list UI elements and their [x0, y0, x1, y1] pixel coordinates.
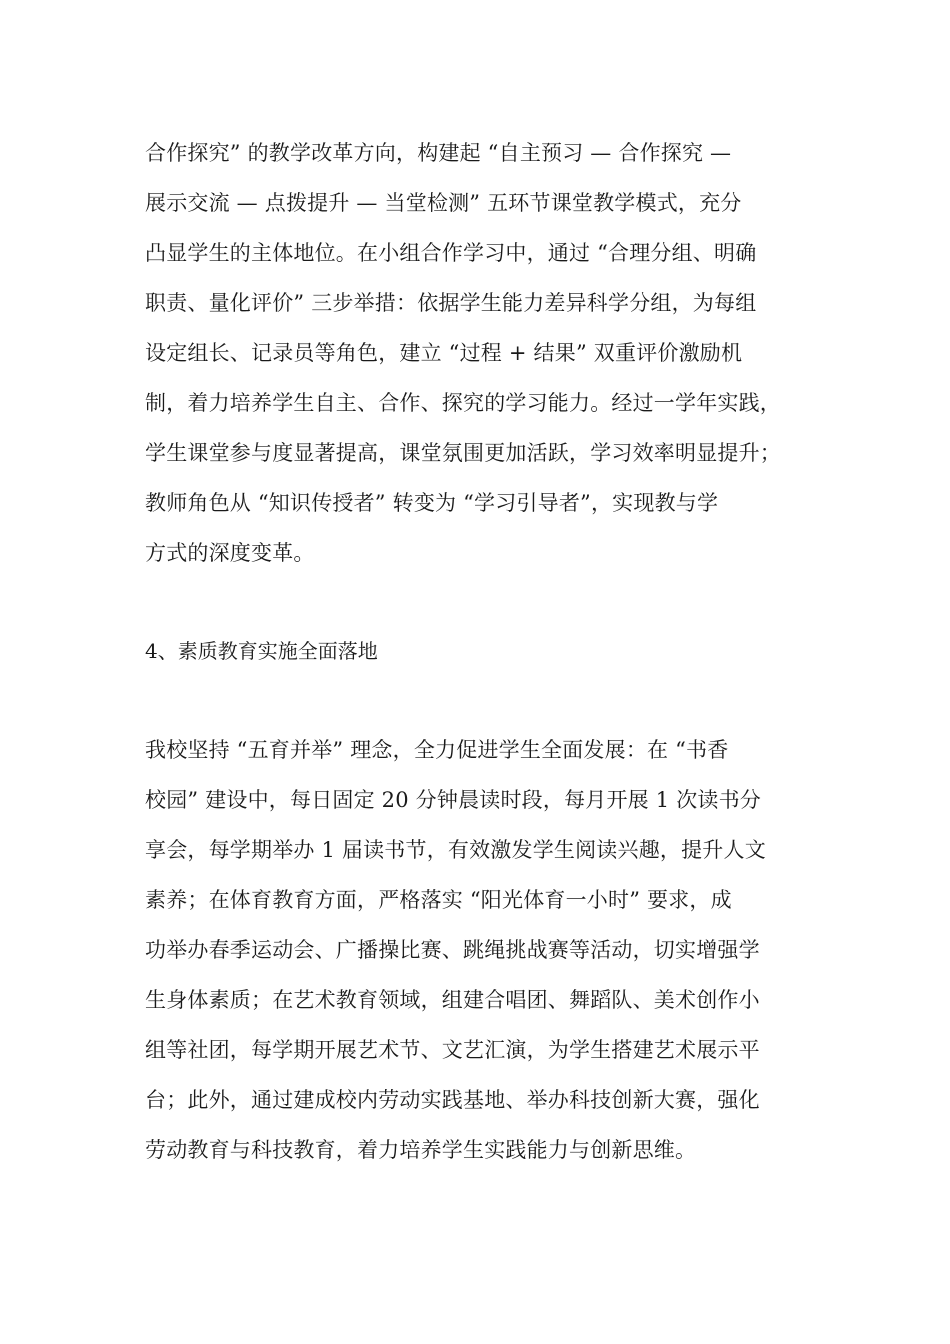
text-line: 校园” 建设中，每日固定 20 分钟晨读时段，每月开展 1 次读书分 [145, 788, 761, 812]
section-heading: 4、素质教育实施全面落地 [145, 639, 378, 663]
text-line: 功举办春季运动会、广播操比赛、跳绳挑战赛等活动，切实增强学 [145, 938, 760, 962]
text-line: 教师角色从 “知识传授者” 转变为 “学习引导者”，实现教与学 [145, 491, 719, 515]
text-line: 我校坚持 “五育并举” 理念，全力促进学生全面发展：在 “书香 [145, 738, 729, 762]
text-line: 素养；在体育教育方面，严格落实 “阳光体育一小时” 要求，成 [145, 888, 732, 912]
text-line: 台；此外，通过建成校内劳动实践基地、举办科技创新大赛，强化 [145, 1088, 760, 1112]
text-line: 组等社团，每学期开展艺术节、文艺汇演，为学生搭建艺术展示平 [145, 1038, 760, 1062]
text-line: 享会，每学期举办 1 届读书节，有效激发学生阅读兴趣，提升人文 [145, 838, 766, 862]
text-line: 合作探究” 的教学改革方向，构建起 “自主预习 — 合作探究 — [145, 141, 732, 165]
text-line: 方式的深度变革。 [145, 541, 315, 565]
text-line: 凸显学生的主体地位。在小组合作学习中，通过 “合理分组、明确 [145, 241, 757, 265]
text-line: 展示交流 — 点拨提升 — 当堂检测” 五环节课堂教学模式，充分 [145, 191, 742, 215]
text-line: 生身体素质；在艺术教育领域，组建合唱团、舞蹈队、美术创作小 [145, 988, 760, 1012]
text-line: 劳动教育与科技教育，着力培养学生实践能力与创新思维。 [145, 1138, 697, 1162]
text-line: 设定组长、记录员等角色，建立 “过程 + 结果” 双重评价激励机 [145, 341, 743, 365]
text-line: 学生课堂参与度显著提高，课堂氛围更加活跃，学习效率明显提升； [145, 441, 781, 465]
text-line: 制，着力培养学生自主、合作、探究的学习能力。经过一学年实践， [145, 391, 781, 415]
text-line: 职责、量化评价” 三步举措：依据学生能力差异科学分组，为每组 [145, 291, 757, 315]
